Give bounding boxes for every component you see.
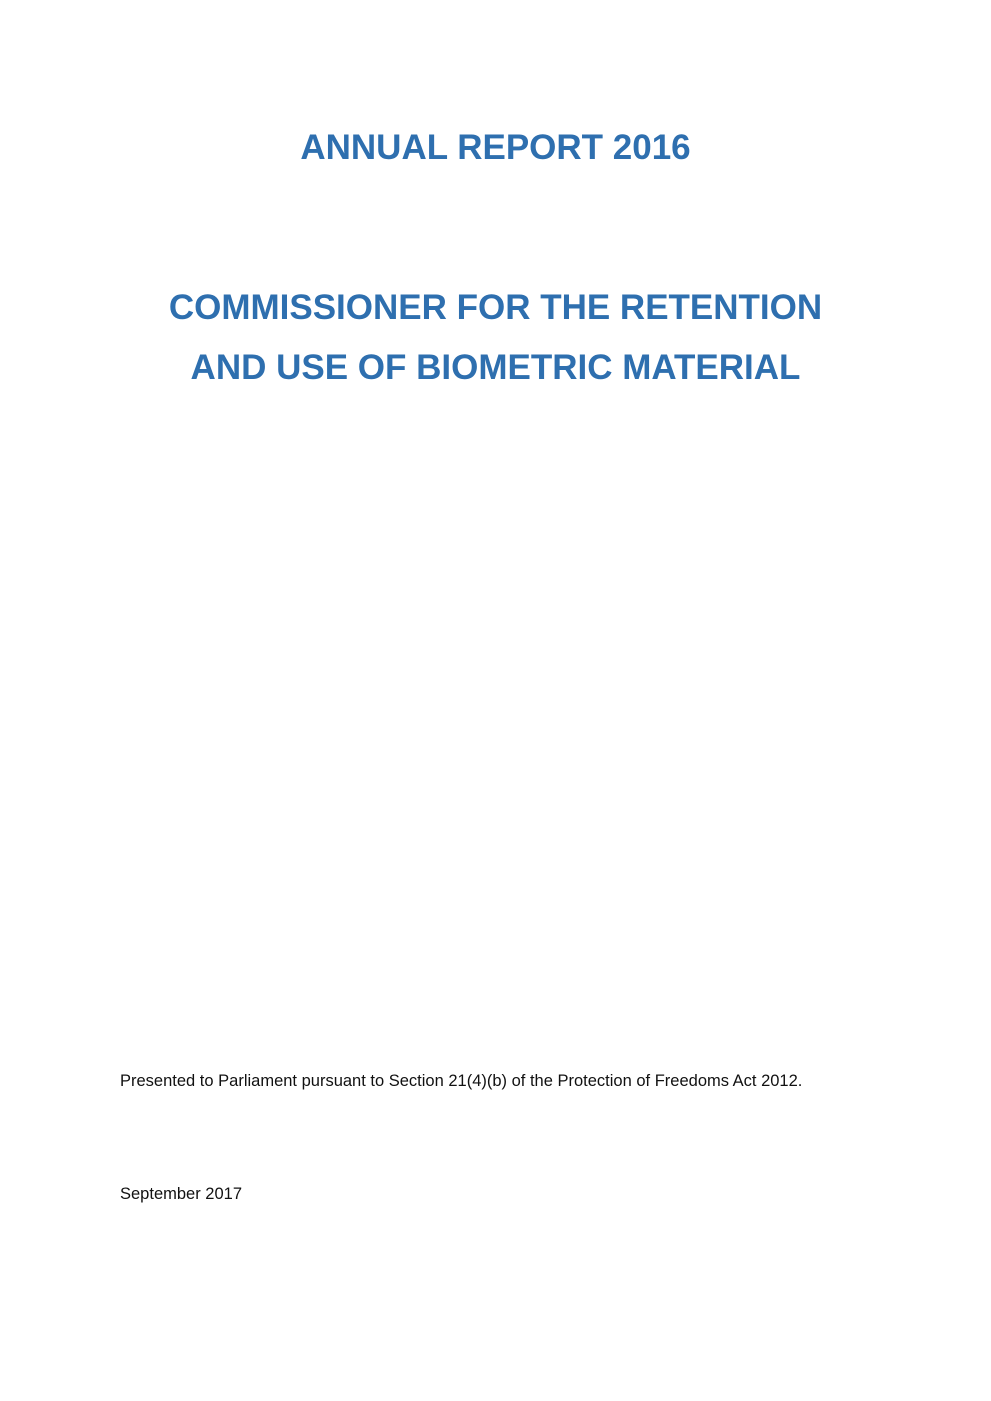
report-title: ANNUAL REPORT 2016: [300, 128, 691, 167]
commissioner-title-line-1: COMMISSIONER FOR THE RETENTION: [168, 288, 823, 327]
publication-date: September 2017: [120, 1185, 243, 1203]
commissioner-title: [0, 278, 991, 398]
presentation-statement: Presented to Parliament pursuant to Section 21(4)(b) of the Protection of Freedoms Act 2012.: [120, 1072, 803, 1090]
commissioner-title-line-2: AND USE OF BIOMETRIC MATERIAL: [190, 348, 801, 387]
